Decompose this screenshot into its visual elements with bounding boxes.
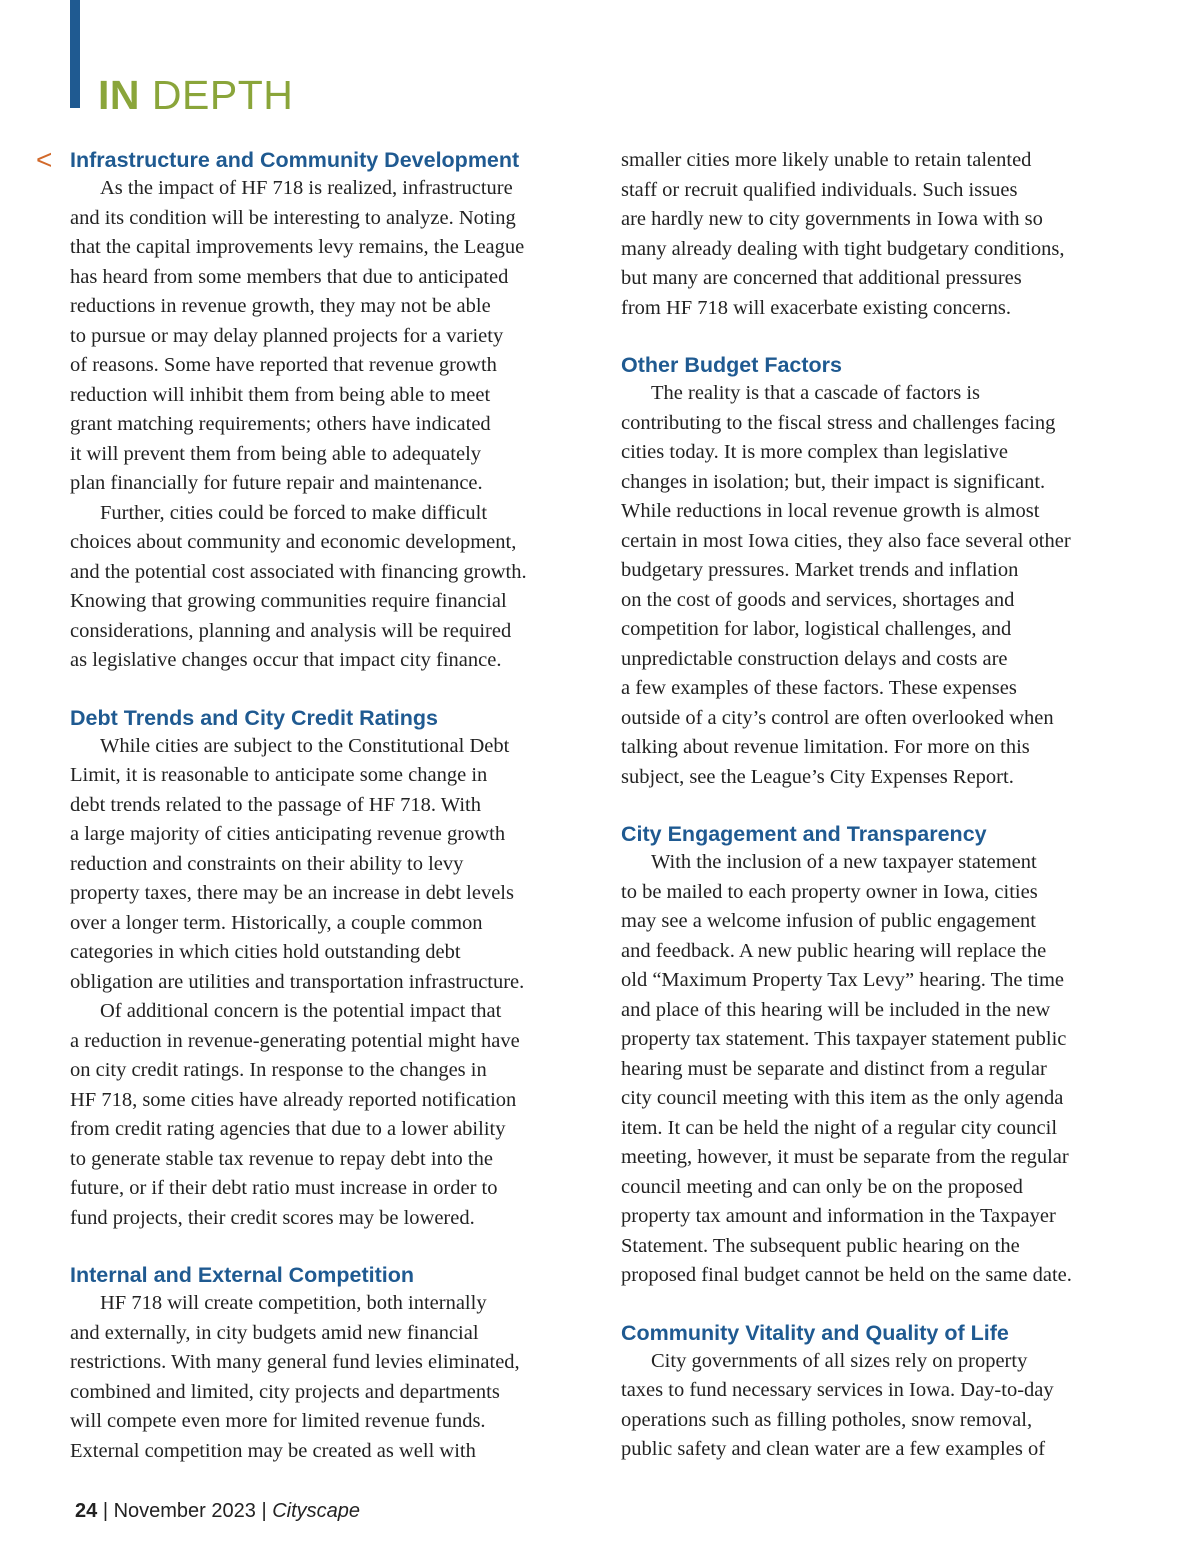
text-line: will compete even more for limited revenue funds. <box>70 1410 486 1432</box>
text-line: combined and limited, city projects and departments <box>70 1380 500 1403</box>
text-line: from HF 718 will exacerbate existing concerns. <box>621 296 1011 319</box>
text-line: While cities are subject to the Constitutional Debt <box>100 734 510 757</box>
text-line: considerations, planning and analysis will be required <box>70 619 512 642</box>
body-paragraph <box>621 379 1141 792</box>
article-section-community-vitality-and-quality-of-life <box>621 1319 1141 1465</box>
text-line: and its condition will be interesting to analyze. Noting <box>70 206 516 229</box>
text-line: restrictions. With many general fund levies eliminated, <box>70 1351 520 1373</box>
article-section-debt-trends-and-city-credit-ratings <box>70 704 590 1234</box>
text-line: and the potential cost associated with financing growth. <box>70 560 527 583</box>
text-line: Further, cities could be forced to make difficult <box>100 501 488 524</box>
text-line: fund projects, their credit scores may be lowered. <box>70 1206 475 1229</box>
article-section-other-budget-factors <box>621 351 1141 792</box>
page-title-rest: DEPTH <box>151 72 294 118</box>
text-line: public safety and clean water are a few examples of <box>621 1438 1046 1460</box>
text-line: Statement. The subsequent public hearing on the <box>621 1234 1020 1257</box>
section-heading: Debt Trends and City Credit Ratings <box>70 705 438 730</box>
issue-date: November 2023 <box>113 1500 256 1522</box>
section-heading: Community Vitality and Quality of Life <box>621 1320 1009 1345</box>
footer-separator: | <box>261 1500 267 1522</box>
magazine-name: Cityscape <box>272 1500 361 1522</box>
text-line: reduction will inhibit them from being able to meet <box>70 383 491 406</box>
continued-paragraph <box>621 146 1141 323</box>
text-line: taxes to fund necessary services in Iowa. Day-to-day <box>621 1379 1054 1401</box>
body-paragraph <box>621 1347 1141 1465</box>
page-number: 24 <box>75 1500 98 1522</box>
text-line: hearing must be separate and distinct from a regular <box>621 1057 1047 1080</box>
text-line: proposed final budget cannot be held on the same date. <box>621 1264 1072 1286</box>
text-line: operations such as filling potholes, snow removal, <box>621 1408 1033 1431</box>
article-section-infrastructure-and-community-development <box>70 146 590 676</box>
body-paragraph <box>70 732 590 998</box>
text-line: council meeting and can only be on the proposed <box>621 1175 1023 1198</box>
text-line: on city credit ratings. In response to the changes in <box>70 1059 487 1081</box>
text-line: categories in which cities hold outstanding debt <box>70 941 461 963</box>
body-paragraph <box>621 848 1141 1291</box>
text-line: over a longer term. Historically, a couple common <box>70 911 483 934</box>
text-line: competition for labor, logistical challenges, and <box>621 618 1012 640</box>
text-line: As the impact of HF 718 is realized, infrastructure <box>100 177 513 199</box>
text-line: and feedback. A new public hearing will replace the <box>621 939 1047 962</box>
text-line: smaller cities more likely unable to retain talented <box>621 149 1032 171</box>
text-line: to be mailed to each property owner in Iowa, cities <box>621 880 1038 903</box>
text-line: property tax statement. This taxpayer statement public <box>621 1028 1067 1050</box>
text-line: to pursue or may delay planned projects for a variety <box>70 324 504 347</box>
text-line: External competition may be created as well with <box>70 1439 476 1462</box>
text-line: meeting, however, it must be separate from the regular <box>621 1146 1069 1168</box>
text-line: that the capital improvements levy remains, the League <box>70 236 525 258</box>
text-line: item. It can be held the night of a regular city council <box>621 1116 1058 1139</box>
text-line: certain in most Iowa cities, they also face several other <box>621 529 1071 552</box>
text-line: HF 718 will create competition, both internally <box>100 1292 487 1314</box>
text-line: reduction and constraints on their ability to levy <box>70 852 464 875</box>
text-line: debt trends related to the passage of HF 718. With <box>70 793 481 816</box>
text-line: staff or recruit qualified individuals. Such issues <box>621 178 1018 201</box>
text-line: to generate stable tax revenue to repay debt into the <box>70 1147 493 1170</box>
article-section-city-engagement-and-transparency <box>621 820 1141 1291</box>
text-line: HF 718, some cities have already reported notification <box>70 1088 517 1111</box>
page-title <box>98 72 293 118</box>
text-line: are hardly new to city governments in Iowa with so <box>621 208 1043 230</box>
section-heading: Other Budget Factors <box>621 353 842 377</box>
text-line: but many are concerned that additional pressures <box>621 267 1022 289</box>
text-line: unpredictable construction delays and costs are <box>621 647 1008 670</box>
body-paragraph <box>70 499 590 676</box>
text-line: as legislative changes occur that impact city finance. <box>70 649 502 671</box>
text-line: property taxes, there may be an increase in debt levels <box>70 882 514 904</box>
page-title-strong: IN <box>98 72 140 118</box>
section-heading: Infrastructure and Community Development <box>70 148 520 172</box>
text-line: and externally, in city budgets amid new financial <box>70 1321 479 1344</box>
text-line: changes in isolation; but, their impact is significant. <box>621 470 1046 493</box>
text-line: and place of this hearing will be included in the new <box>621 998 1051 1021</box>
body-paragraph <box>70 997 590 1233</box>
text-line: contributing to the fiscal stress and challenges facing <box>621 411 1056 434</box>
text-line: City governments of all sizes rely on property <box>651 1349 1028 1372</box>
text-line: choices about community and economic development, <box>70 531 517 553</box>
text-line: old “Maximum Property Tax Levy” hearing. The time <box>621 969 1065 991</box>
text-line: talking about revenue limitation. For more on this <box>621 736 1030 758</box>
text-line: subject, see the League’s City Expenses Report. <box>621 765 1014 788</box>
text-line: many already dealing with tight budgetary conditions, <box>621 237 1065 260</box>
article-section-continued <box>621 146 1141 323</box>
text-line: a few examples of these factors. These expenses <box>621 677 1017 699</box>
text-line: it will prevent them from being able to adequately <box>70 442 482 465</box>
text-line: has heard from some members that due to anticipated <box>70 265 509 288</box>
section-heading: City Engagement and Transparency <box>621 822 987 846</box>
text-line: from credit rating agencies that due to a lower ability <box>70 1118 506 1140</box>
text-line: cities today. It is more complex than legislative <box>621 441 1008 463</box>
text-line: Limit, it is reasonable to anticipate some change in <box>70 764 488 786</box>
text-line: a reduction in revenue-generating potential might have <box>70 1029 520 1052</box>
text-line: future, or if their debt ratio must increase in order to <box>70 1177 498 1199</box>
text-line: grant matching requirements; others have indicated <box>70 413 491 435</box>
text-line: reductions in revenue growth, they may not be able <box>70 295 491 317</box>
text-line: With the inclusion of a new taxpayer statement <box>651 851 1037 873</box>
text-line: city council meeting with this item as the only agenda <box>621 1087 1064 1109</box>
body-paragraph <box>70 174 590 499</box>
article-section-internal-and-external-competition <box>70 1261 590 1466</box>
text-line: on the cost of goods and services, shortages and <box>621 588 1015 611</box>
section-heading: Internal and External Competition <box>70 1263 415 1287</box>
footer-separator: | <box>102 1500 109 1522</box>
text-line: may see a welcome infusion of public engagement <box>621 910 1036 932</box>
text-line: Knowing that growing communities require financial <box>70 590 507 612</box>
header-accent-bar <box>70 0 80 108</box>
text-line: While reductions in local revenue growth is almost <box>621 500 1040 522</box>
body-paragraph <box>70 1289 590 1466</box>
text-line: property tax amount and information in the Taxpayer <box>621 1205 1056 1227</box>
back-arrow-icon[interactable]: < <box>36 144 53 175</box>
text-line: obligation are utilities and transportation infrastructure. <box>70 970 525 993</box>
text-line: Of additional concern is the potential impact that <box>100 1000 502 1022</box>
text-line: plan financially for future repair and maintenance. <box>70 472 483 494</box>
right-column <box>621 146 1141 1465</box>
left-column <box>70 146 590 1466</box>
text-line: a large majority of cities anticipating revenue growth <box>70 823 506 845</box>
text-line: of reasons. Some have reported that revenue growth <box>70 354 497 376</box>
text-line: The reality is that a cascade of factors is <box>651 382 980 404</box>
page-footer <box>75 1498 360 1524</box>
text-line: outside of a city’s control are often overlooked when <box>621 706 1054 729</box>
text-line: budgetary pressures. Market trends and inflation <box>621 559 1019 581</box>
